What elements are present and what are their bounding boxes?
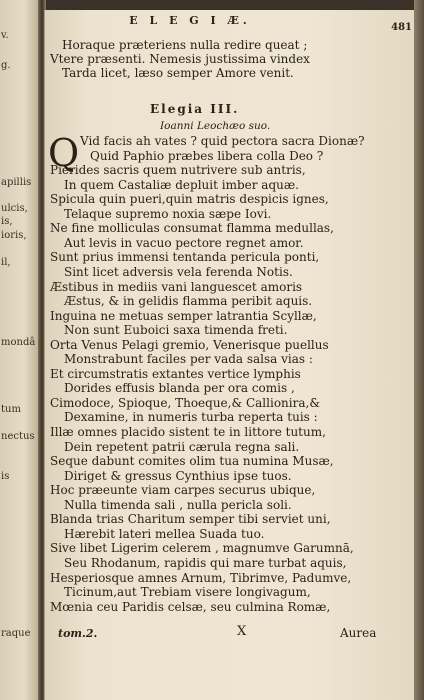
catchword: Aurea bbox=[340, 626, 377, 640]
left-fragment: mondâ bbox=[1, 337, 36, 348]
poem-line: Æstibus in mediis vani languescet amoris bbox=[50, 279, 303, 294]
running-header: E L E G I Æ. bbox=[129, 14, 251, 27]
poem-line: Vid facis ah vates ? quid pectora sacra Dionæ? bbox=[80, 134, 365, 148]
poem-line: Dein repetent patrii cærula regna sali. bbox=[64, 439, 300, 454]
poem-line: Dexamine, in numeris turba reperta tuis : bbox=[64, 410, 318, 425]
poem-line: Pierides sacris quem nutrivere sub antris, bbox=[50, 163, 306, 178]
poem-line: Hærebit lateri mellea Suada tuo. bbox=[64, 526, 265, 541]
left-fragment: ioris, bbox=[1, 230, 27, 241]
left-fragment: il, bbox=[1, 257, 11, 268]
poem-line: Et circumstratis extantes vertice lymphis bbox=[50, 366, 301, 381]
left-fragment: g. bbox=[1, 60, 11, 71]
page-edge-shadow bbox=[414, 0, 424, 700]
poem-line: Ne fine molliculas consumat flamma medullas, bbox=[50, 221, 334, 236]
elegy-title: Elegia III. bbox=[150, 102, 240, 116]
poem-line: Hesperiosque amnes Arnum, Tibrimve, Padumve, bbox=[50, 570, 352, 585]
left-fragment: is, bbox=[1, 216, 13, 227]
poem-line: Ticinum,aut Trebiam visere longivagum, bbox=[64, 585, 311, 600]
poem-line: Mœnia ceu Paridis celsæ, seu culmina Romæ, bbox=[50, 599, 331, 614]
left-fragment: nectus bbox=[1, 431, 35, 442]
left-fragment: apillis bbox=[1, 177, 32, 188]
poem-line: Aut levis in vacuo pectore regnet amor. bbox=[64, 235, 304, 250]
left-fragment: raque bbox=[1, 628, 31, 639]
poem-line: Seque dabunt comites olim tua numina Musæ, bbox=[50, 454, 334, 469]
poem-line: Vtere præsenti. Nemesis justissima vindex bbox=[50, 52, 310, 66]
poem-line: Blanda trias Charitum semper tibi serviet uni, bbox=[50, 512, 331, 527]
facing-page-edge bbox=[0, 0, 40, 700]
signature-mark: tom.2. bbox=[58, 627, 98, 640]
poem-line: Dorides effusis blanda per ora comis , bbox=[64, 381, 295, 396]
left-fragment: is bbox=[1, 471, 10, 482]
poem-line: Horaque præteriens nulla redire queat ; bbox=[62, 38, 308, 52]
poem-line: Diriget & gressus Cynthius ipse tuos. bbox=[64, 468, 292, 483]
poem-line: Monstrabunt faciles per vada salsa vias : bbox=[64, 352, 313, 367]
left-fragment: tum bbox=[1, 404, 21, 415]
left-fragment: v. bbox=[1, 30, 9, 41]
poem-line: Tarda licet, læso semper Amore venit. bbox=[62, 66, 294, 80]
poem-line: Æstus, & in gelidis flamma peribit aquis. bbox=[64, 294, 313, 309]
poem-line: Cimodoce, Spioque, Thoeque,& Callionira,& bbox=[50, 395, 320, 410]
poem-line: Nulla timenda sali , nulla pericla soli. bbox=[64, 497, 292, 512]
poem-line: Illæ omnes placido sistent te in littore tutum, bbox=[50, 425, 326, 439]
poem-line: Sint licet adversis vela ferenda Notis. bbox=[64, 264, 293, 279]
poem-line: Spicula quin pueri,quin matris despicis ignes, bbox=[50, 192, 329, 207]
poem-line: In quem Castaliæ depluit imber aquæ. bbox=[64, 177, 299, 192]
page-number: 481 bbox=[391, 22, 412, 33]
poem-line: Sunt prius immensi tentanda pericula ponti, bbox=[50, 250, 320, 265]
poem-line: Sive libet Ligerim celerem , magnumve Garumnā, bbox=[50, 541, 354, 556]
poem-line: Inguina ne metuas semper latrantia Scyllæ, bbox=[50, 308, 317, 323]
poem-line: Non sunt Euboici saxa timenda freti. bbox=[64, 323, 288, 338]
poem-line: Orta Venus Pelagi gremio, Venerisque puellus bbox=[50, 337, 329, 352]
poem-line: Quid Paphio præbes libera colla Deo ? bbox=[90, 148, 324, 163]
dedication: Ioanni Leochæo suo. bbox=[160, 120, 271, 132]
poem-line: Seu Rhodanum, rapidis qui mare turbat aquis, bbox=[64, 555, 347, 570]
drop-cap: Q bbox=[48, 131, 80, 175]
left-fragment: ulcis, bbox=[1, 203, 28, 214]
poem-line: Hoc præeunte viam carpes securus ubique, bbox=[50, 483, 316, 498]
gathering-mark: X bbox=[237, 624, 247, 639]
poem-line: Telaque supremo noxia sæpe Iovi. bbox=[64, 206, 272, 221]
